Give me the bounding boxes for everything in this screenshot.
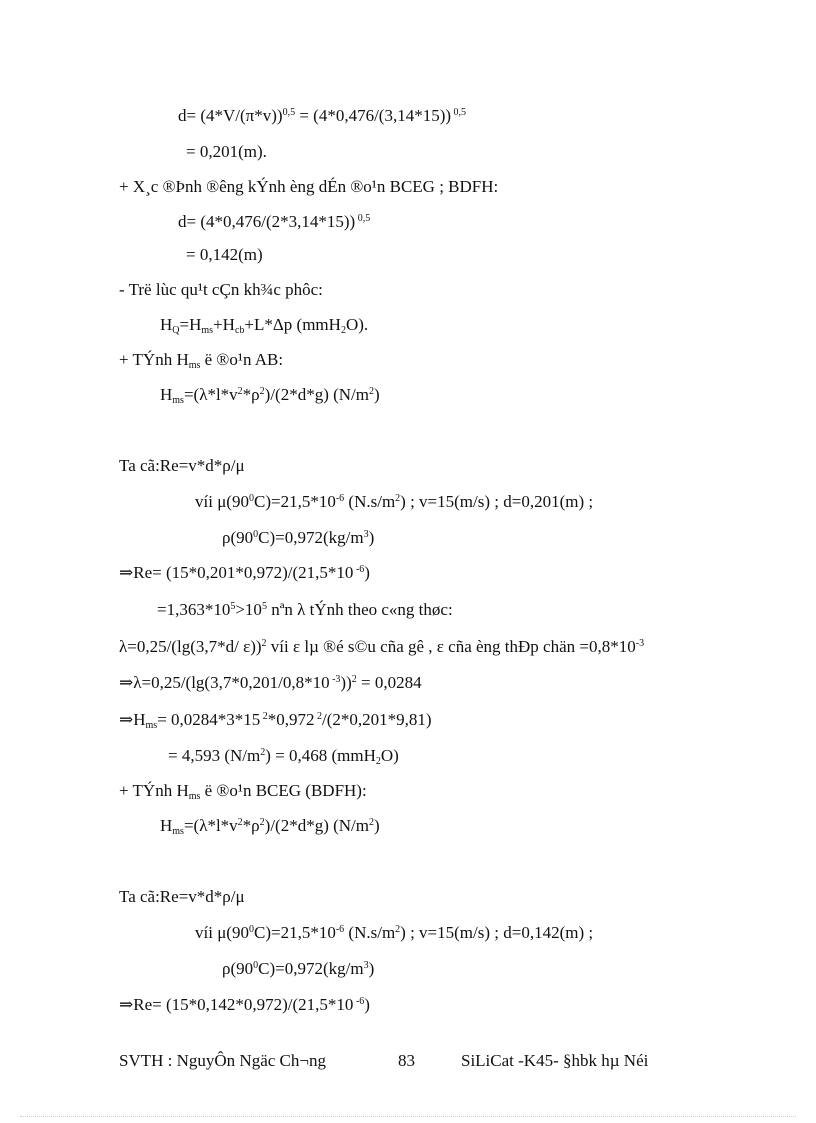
equation-hms-bceg: $H_{ms}=(\lambda*l*v^2*\rho^2)/(2*d*g)$ $(N/m^2)$ — [160, 816, 380, 837]
params-density-ab: $\rho(90^0C)=0,972(kg/m^3)$ — [222, 528, 375, 547]
params-viscosity-ab: víi $\mu(90^0C)=21,5*10^{-6}$ $(N.s/m^2)$ ; v=15(m/s) ; d=0,201(m) ; — [195, 492, 594, 511]
reynolds-value-ab: $=1,363*10^5>10^5$ nªn λ tÝnh theo c«ng thøc: — [157, 600, 453, 619]
result-diameter-ab: = 0,201(m). — [186, 142, 267, 161]
equation-total-head: $H_Q=H_{ms}+H_{cb}+L*\Delta p$ (mmH$_2$O). — [160, 315, 369, 336]
result-reynolds-bceg: ⇒Re= (15*0,142*0,972)/(21,5*10 $^{-6}$) — [119, 995, 370, 1014]
equation-diameter-ab: $d= (4*V/(\pi*v))^{0,5} = (4*0,476/(3,14*15))$ $^{0,5}$ — [178, 106, 467, 125]
heading-hms-ab: + TÝnh $H_{ms}$ ë ®o¹n AB: — [119, 350, 284, 371]
result-friction-factor: ⇒λ=0,25/(lg(3,7*0,201/0,8*10 $^{-3}$))$^2$ = 0,0284 — [119, 673, 422, 692]
equation-diameter-bceg: d= (4*0,476/(2*3,14*15)) $^{0,5}$ — [178, 212, 371, 231]
heading-hms-bceg: + TÝnh $H_{ms}$ ë ®o¹n BCEG (BDFH): — [119, 781, 367, 802]
result-hms-ab: = 4,593 $(N/m^2) = 0,468$ (mmH$_2$O) — [168, 746, 399, 767]
equation-reynolds-ab: Ta cã:Re=v*d*ρ/μ — [119, 456, 245, 475]
equation-hms-ab-values: $\Rightarrow H_{ms}= 0,0284*3*15$ $^2$*0,972 $^2$/(2*0,201*9,81) — [119, 710, 432, 731]
footer-class-info: SiLiCat -K45- §hbk hµ Néi — [461, 1051, 649, 1070]
footer-author: SVTH : NguyÔn Ngäc Ch¬ng — [119, 1051, 326, 1070]
heading-diameter-bceg: + X¸c ®Þnh ®êng kÝnh èng dÉn ®o¹n BCEG ; BDFH: — [119, 177, 499, 196]
footer-page-number: 83 — [398, 1051, 415, 1070]
heading-fan-resistance: - Trë lùc qu¹t cÇn kh¾c phôc: — [119, 280, 323, 299]
result-diameter-bceg: = 0,142(m) — [186, 245, 263, 264]
equation-friction-factor: λ=0,25/(lg(3,7*d/ ε))$^2$ víi ε lµ ®é s©u cña gê , ε cña èng thÐp chän $=0,8*10^{-3}$ — [119, 637, 645, 656]
page-bottom-divider — [20, 1116, 796, 1117]
params-viscosity-bceg: víi $\mu(90^0C)=21,5*10^{-6}$ $(N.s/m^2)$ ; v=15(m/s) ; d=0,142(m) ; — [195, 923, 594, 942]
equation-reynolds-bceg: Ta cã:Re=v*d*ρ/μ — [119, 887, 245, 906]
params-density-bceg: $\rho(90^0C)=0,972(kg/m^3)$ — [222, 959, 375, 978]
equation-hms-ab: $H_{ms}=(\lambda*l*v^2*\rho^2)/(2*d*g)$ $(N/m^2)$ — [160, 385, 380, 406]
result-reynolds-ab: ⇒Re= (15*0,201*0,972)/(21,5*10 $^{-6}$) — [119, 563, 370, 582]
